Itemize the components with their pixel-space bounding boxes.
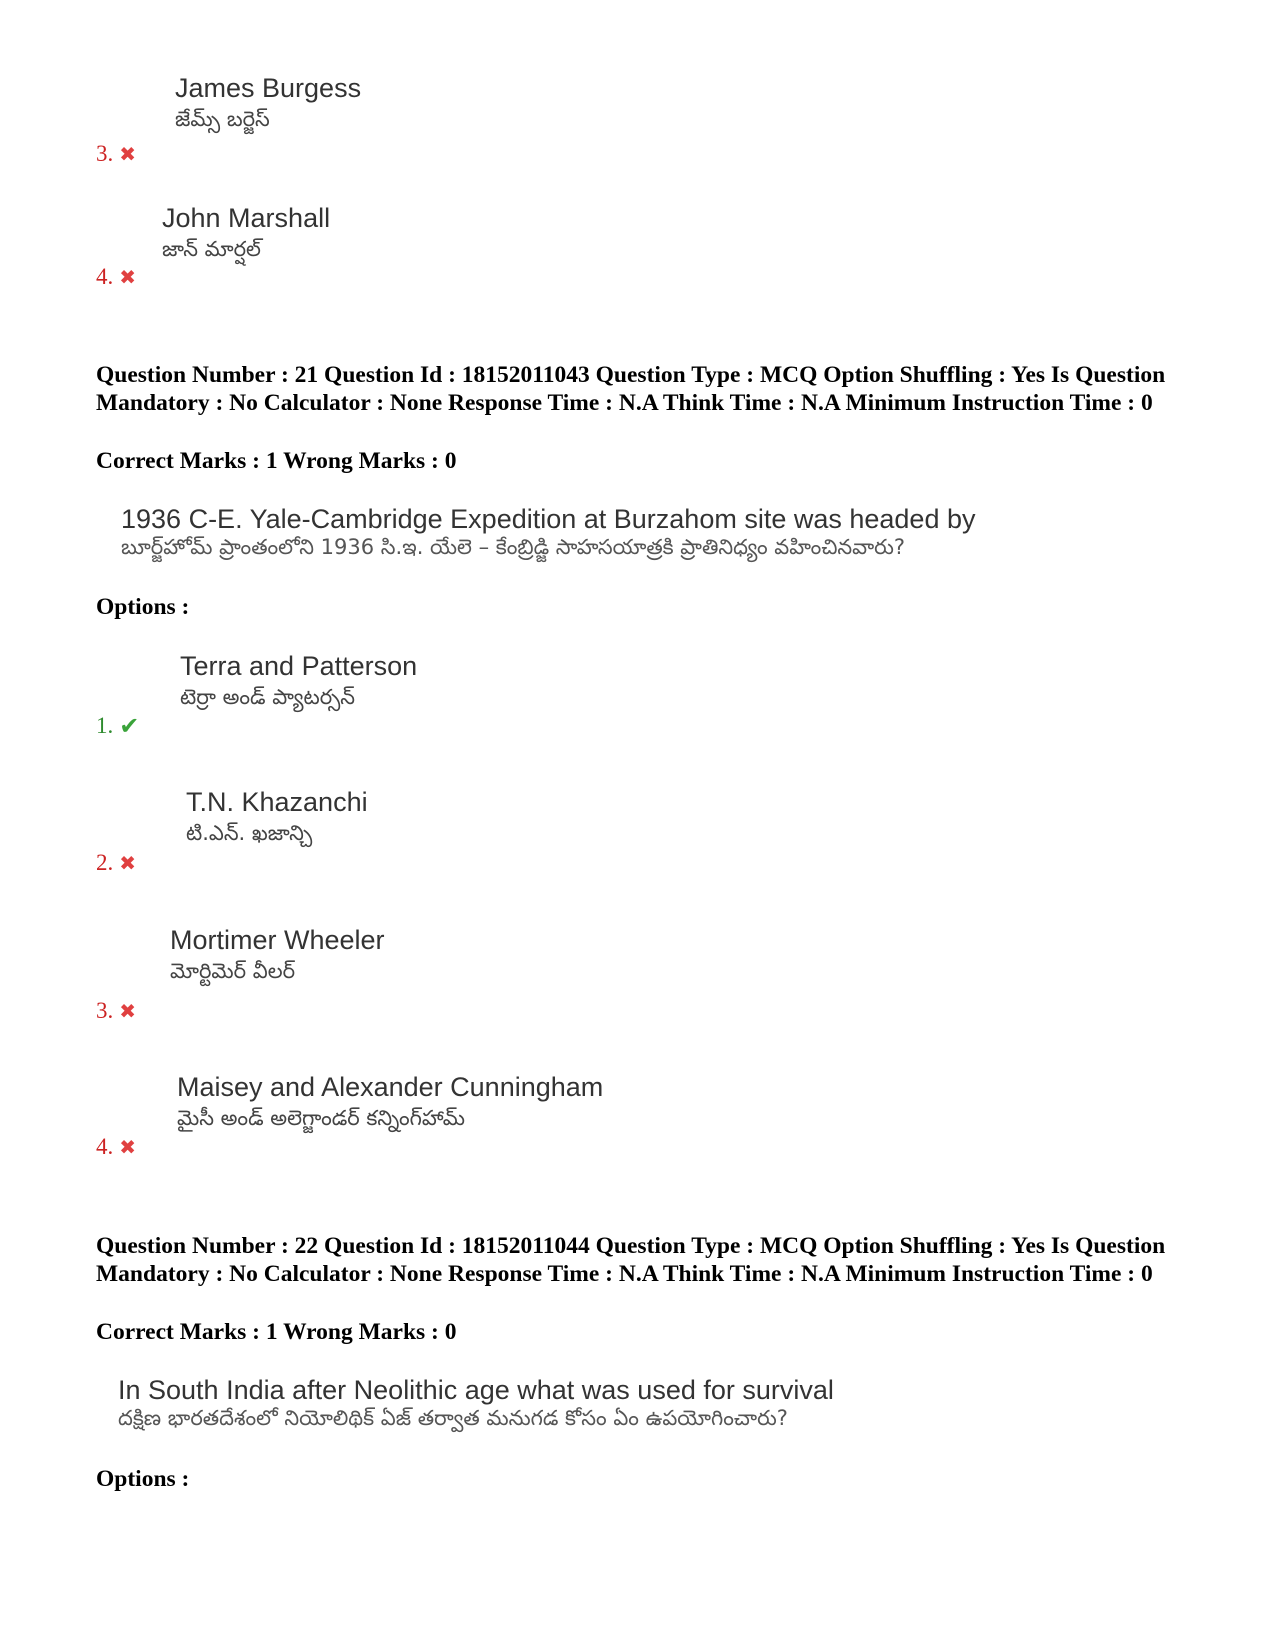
option-text-te: మోర్టిమెర్ వీలర్ [170,959,296,983]
q21-option-3-number [96,997,136,1025]
check-icon: ✔ [119,712,140,740]
question-text-en: 1936 C-E. Yale-Cambridge Expedition at Burzahom site was headed by [121,504,976,534]
question-21-options-label: Options : [96,594,190,620]
prev-option-4 [162,202,330,264]
cross-icon: ✖ [119,142,137,166]
option-text-en: Mortimer Wheeler [170,925,385,955]
q21-option-4-number [96,1133,136,1161]
option-number: 1. [96,713,114,738]
q21-option-1-number [96,712,139,740]
cross-icon: ✖ [119,1135,137,1159]
prev-option-3 [175,72,361,134]
option-text-te: జేమ్స్ బర్జెస్ [175,107,270,131]
prev-option-4-number [96,263,136,291]
question-22-meta: Question Number : 22 Question Id : 18152011044 Question Type : MCQ Option Shuffling : Yes Is Question Mandatory : No Calculator : None Response Time : N.A Think Time : N.A Minimum Instruction Time : 0 [96,1233,1166,1287]
question-22-options-label: Options : [96,1466,190,1492]
option-text-en: James Burgess [175,73,362,103]
option-text-en: Terra and Patterson [180,651,418,681]
option-number: 2. [96,850,114,875]
question-21-meta: Question Number : 21 Question Id : 18152011043 Question Type : MCQ Option Shuffling : Yes Is Question Mandatory : No Calculator : None Response Time : N.A Think Time : N.A Minimum Instruction Time : 0 [96,362,1166,416]
option-text-te: మైసీ అండ్ అలెగ్జాండర్ కన్నింగ్‌హామ్ [177,1106,466,1130]
cross-icon: ✖ [119,265,137,289]
option-number: 4. [96,264,114,289]
question-21-text [121,504,975,565]
q21-option-4 [177,1071,603,1133]
question-text-en: In South India after Neolithic age what was used for survival [118,1375,834,1405]
question-21-marks: Correct Marks : 1 Wrong Marks : 0 [96,448,457,474]
option-text-te: టి.ఎన్. ఖజాన్చి [186,821,313,845]
question-text-te: దక్షిణ భారతదేశంలో నియోలిథిక్ ఏజ్ తర్వాత మనుగడ కోసం ఏం ఉపయోగించారు? [118,1406,788,1430]
cross-icon: ✖ [119,999,137,1023]
question-22-text [118,1375,834,1436]
option-text-en: John Marshall [162,203,331,233]
q21-option-3 [170,924,385,986]
option-number: 3. [96,141,114,166]
q21-option-2 [186,786,368,848]
question-text-te: బూర్జ్‌హోమ్ ప్రాంతంలోని 1936 సి.ఇ. యేలె – కేంబ్రిడ్జి సాహసయాత్రకి ప్రాతినిధ్యం వహించినవారు? [121,535,906,559]
q21-option-2-number [96,849,136,877]
q21-option-1 [180,650,417,712]
option-number: 3. [96,998,114,1023]
question-22-marks: Correct Marks : 1 Wrong Marks : 0 [96,1319,457,1345]
cross-icon: ✖ [119,851,137,875]
option-text-en: T.N. Khazanchi [186,787,368,817]
option-text-te: టెర్రా అండ్ ప్యాటర్సన్ [180,685,356,709]
option-text-en: Maisey and Alexander Cunningham [177,1072,604,1102]
option-text-te: జాన్ మార్షల్ [162,237,261,261]
option-number: 4. [96,1134,114,1159]
prev-option-3-number [96,140,136,168]
